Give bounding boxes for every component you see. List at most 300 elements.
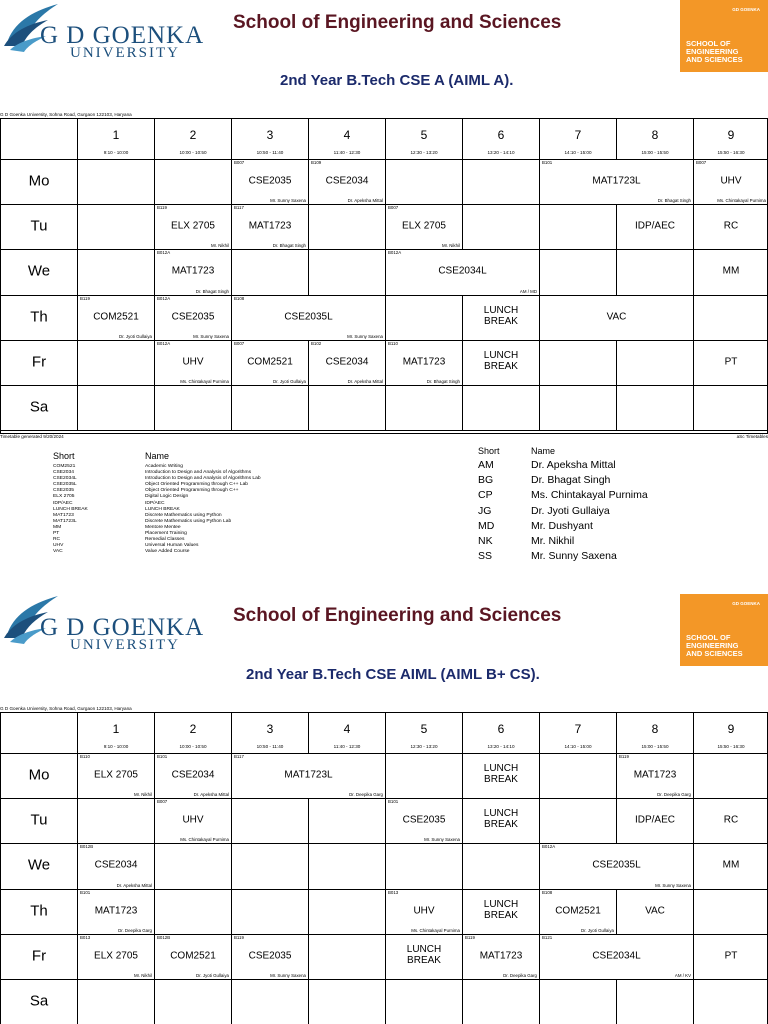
period-header [155,119,232,160]
day-label-cell [1,799,78,844]
teacher-name: Ms. Chintakayal Purnima [180,378,229,384]
room-number: B109 [311,160,322,165]
empty-slot [232,799,309,844]
legend-name: Mentore Mentee [145,524,181,530]
period-number: 8 [651,128,659,142]
period-time: 13:20 - 14:10 [487,150,515,155]
teacher-name: Mr. Sunny Saxena [270,972,306,978]
subject-code: COM2521 [555,905,601,917]
teacher-name: Ms. Chintakayal Purnima [717,198,766,204]
timetable-grid [0,118,768,434]
teacher-name: AM / KV [674,972,691,978]
class-slot [386,250,540,295]
subject-code: CSE2034 [94,860,138,872]
period-header [694,119,768,160]
room-number: B119 [234,934,244,940]
period-number: 6 [497,128,505,142]
period-time: 15:50 - 16:30 [717,150,745,155]
class-slot [463,799,540,844]
legend-short: CSE2035 [53,488,74,494]
day-label-cell [1,296,78,341]
period-number: 2 [189,722,197,736]
legend-name: Introduction to Design and Analysis of Algorithms [145,470,252,476]
class-slot [232,341,309,386]
class-slot [540,844,694,889]
period-time: 11:40 - 12:30 [333,150,361,155]
teacher-name: Dr. Bhagat Singh [195,288,229,294]
subject-code: CSE2034 [325,175,369,187]
empty-slot [694,386,768,431]
legend-name: Digital Logic Design [145,494,189,500]
class-slot [540,160,694,205]
period-number: 9 [727,128,735,142]
room-number: B007 [234,340,245,346]
legend-name: IDP/AEC [145,500,165,506]
legend-short: UHV [53,543,64,549]
subject-code: CSE2035 [248,950,292,962]
subject-code: CSE2034L [592,950,641,962]
period-header [540,713,617,754]
empty-slot [540,980,617,1024]
class-slot [617,890,694,935]
empty-slot [617,250,694,295]
teacher-short: MD [478,519,495,532]
legend-short: CSE2035L [53,482,77,488]
period-number: 1 [112,722,120,736]
teacher-name: Mr. Nikhil [531,534,575,547]
subject-code: ELX 2705 [171,220,215,232]
period-header [540,119,617,160]
period-time: 14:10 - 15:00 [564,744,592,749]
legend-name: Academic Writing [145,464,183,469]
legend-short: PT [53,531,60,537]
day-label: Th [30,308,48,326]
subject-code: LUNCH BREAK [483,763,519,786]
period-header [232,713,309,754]
legend-name: Introduction to Design and Analysis of Algorithms Lab [145,476,261,482]
room-number: B012A [157,250,171,256]
room-number: B007 [157,799,168,805]
empty-slot [78,160,155,205]
legend-short: VAC [53,549,63,555]
subject-code: IDP/AEC [634,814,675,826]
empty-slot [155,844,232,889]
period-number: 3 [266,128,274,142]
room-number: B101 [388,799,399,805]
empty-slot [309,980,386,1024]
legend-name-header: Name [145,451,170,461]
university-address: G D Goenka University, Sohna Road, Gurgaon 122103, Haryana [0,112,132,117]
empty-slot [155,980,232,1024]
period-time: 12:30 - 13:20 [410,744,438,749]
period-time: 10:50 - 11:40 [256,744,284,749]
teacher-row [478,473,758,488]
class-slot [694,341,768,386]
empty-slot [309,250,386,295]
class-slot [694,160,768,205]
period-time: 10:00 - 10:50 [179,744,207,749]
period-time: 9:10 - 10:00 [103,744,129,749]
period-header [155,713,232,754]
logo-university: UNIVERSITY [70,45,180,61]
teacher-name: Mr. Nikhil [210,243,229,249]
legend-short: MAT1723L [53,518,77,524]
period-number: 4 [343,722,351,736]
room-number: B108 [234,295,245,301]
teacher-rows [478,458,758,564]
day-label: Mo [28,172,50,190]
legend-short: MAT1723 [53,512,74,518]
class-slot [617,799,694,844]
subject-code: MAT1723 [171,266,215,278]
class-slot [155,296,232,341]
empty-slot [617,386,694,431]
room-number: B013 [388,889,399,895]
class-slot [617,754,694,799]
subject-code: MAT1723L [592,175,641,187]
teacher-row [478,504,758,519]
empty-slot [78,980,155,1024]
school-badge [680,0,768,72]
teacher-name: Mr. Dushyant [531,519,593,532]
day-label: Fr [31,353,47,371]
teacher-name: Dr. Bhagat Singh [272,243,306,249]
teacher-name: Mr. Sunny Saxena [347,333,383,339]
legend-name: Discrete Mathematics using Python [145,512,222,518]
teacher-name: Mr. Sunny Saxena [270,198,306,204]
subject-code: ELX 2705 [94,950,138,962]
room-number: B121 [542,934,553,940]
teacher-row [478,534,758,549]
legend-short: CSE2034L [53,476,77,482]
university-logo [0,592,205,658]
room-number: B013 [80,934,91,940]
empty-slot [463,980,540,1024]
empty-slot [386,296,463,341]
class-slot [232,296,386,341]
school-badge [680,594,768,666]
subject-code: CSE2035 [248,175,292,187]
class-slot [617,205,694,250]
empty-slot [232,250,309,295]
badge-line: ENGINEERING [686,641,739,650]
period-time: 10:00 - 10:50 [179,150,207,155]
period-time: 12:30 - 13:20 [410,150,438,155]
teacher-name: Mr. Nikhil [133,792,152,798]
room-number: B007 [388,205,399,211]
teacher-name: Ms. Chintakayal Purnima [531,489,648,502]
empty-slot [694,890,768,935]
class-title: 2nd Year B.Tech CSE A (AIML A). [280,72,514,89]
period-header [309,119,386,160]
class-slot [78,296,155,341]
subject-code: COM2521 [247,356,293,368]
day-label-cell [1,341,78,386]
empty-slot [386,754,463,799]
class-slot [232,754,386,799]
class-slot [232,935,309,980]
teacher-row [478,458,758,473]
subject-code: COM2521 [170,950,216,962]
empty-slot [694,296,768,341]
legend-short-header: Short [53,451,75,461]
subject-code: PT [724,356,738,368]
teacher-short: CP [478,489,493,502]
empty-slot [386,160,463,205]
class-slot [540,890,617,935]
subject-code: LUNCH BREAK [483,304,519,327]
subject-code: ELX 2705 [94,769,138,781]
room-number: B012B [80,844,94,850]
teacher-name: Mr. Nikhil [133,972,152,978]
class-slot [386,205,463,250]
legend-short: IDP/AEC [53,500,73,506]
teacher-name: Mr. Nikhil [441,243,460,249]
class-slot [78,844,155,889]
day-label: Tu [30,811,48,829]
teacher-short-header: Short [478,446,500,456]
empty-slot [694,754,768,799]
class-slot [309,160,386,205]
period-header [232,119,309,160]
day-label-cell [1,935,78,980]
period-number: 7 [574,722,582,736]
day-label: Th [30,902,48,920]
period-number: 5 [420,722,428,736]
day-label-cell [1,160,78,205]
legend-rows [53,464,353,555]
subject-code: LUNCH BREAK [406,944,442,967]
room-number: B012A [542,844,556,850]
timetable-generated: Timetable generated 9/20/2024 [0,434,64,439]
period-number: 1 [112,128,120,142]
empty-slot [155,160,232,205]
subject-code: LUNCH BREAK [483,808,519,831]
empty-slot [309,844,386,889]
legend-short: LUNCH BREAK [53,506,88,512]
empty-slot [232,386,309,431]
day-label-cell [1,250,78,295]
empty-slot [309,935,386,980]
empty-slot [78,799,155,844]
badge-line: SCHOOL OF [686,39,731,48]
class-title: 2nd Year B.Tech CSE AIML (AIML B+ CS). [246,666,540,683]
empty-slot [309,205,386,250]
legend-short: CSE2034 [53,470,74,476]
empty-slot [309,890,386,935]
day-label-cell [1,386,78,431]
class-slot [155,754,232,799]
period-header [694,713,768,754]
room-number: B012A [157,295,171,301]
room-number: B110 [80,754,90,759]
day-label: Mo [28,766,50,784]
teacher-name: Dr. Bhagat Singh [657,198,691,204]
room-number: B119 [619,754,629,759]
period-header [78,713,155,754]
teacher-name: AM / MD [519,288,537,294]
subjects-legend [53,451,353,581]
teacher-name: Dr. Jyoti Gullaiya [581,927,614,933]
subject-code: MM [722,860,740,872]
badge-mini-logo: GD GOENKA [732,7,760,12]
teacher-row [478,519,758,534]
teacher-name: Dr. Bhagat Singh [426,378,460,384]
class-slot [694,935,768,980]
empty-slot [78,386,155,431]
room-number: B117 [234,754,244,759]
subject-code: VAC [645,905,665,917]
legend-name: Value Added Course [145,549,190,555]
period-header [386,119,463,160]
period-number: 2 [189,128,197,142]
subject-code: MAT1723 [633,769,677,781]
period-header [386,713,463,754]
timetable-grid [0,712,768,1024]
teacher-short: BG [478,474,494,487]
empty-slot [617,341,694,386]
teacher-short: SS [478,550,493,563]
legend-name: Discrete Mathematics using Python Lab [145,518,232,524]
class-slot [386,341,463,386]
university-address: G D Goenka University, Sohna Road, Gurgaon 122103, Haryana [0,706,132,711]
teacher-name: Mr. Sunny Saxena [531,550,617,563]
period-header [617,119,694,160]
period-header [309,713,386,754]
subject-code: LUNCH BREAK [483,898,519,921]
legend-short: COM2521 [53,464,76,469]
empty-slot [463,386,540,431]
teacher-short: JG [478,504,492,517]
logo-university: UNIVERSITY [70,637,180,653]
empty-slot [540,341,617,386]
badge-mini-logo: GD GOENKA [732,601,760,606]
room-number: B119 [80,295,90,301]
room-number: B119 [465,934,475,940]
empty-slot [694,980,768,1024]
teacher-name: Dr. Apeksha Mittal [116,882,152,888]
period-header [463,119,540,160]
teacher-name: Dr. Deepika Garg [118,927,152,933]
subject-code: CSE2035L [284,311,333,323]
class-slot [463,935,540,980]
badge-line: ENGINEERING [686,47,739,56]
class-slot [78,935,155,980]
legend-short: MM [53,524,62,530]
subject-code: UHV [720,175,742,187]
class-slot [78,890,155,935]
empty-slot [386,980,463,1024]
teacher-name: Mr. Sunny Saxena [193,333,229,339]
empty-slot [232,844,309,889]
subject-code: CSE2035 [402,814,446,826]
period-number: 4 [343,128,351,142]
subject-code: MM [722,266,740,278]
subject-code: CSE2035 [171,311,215,323]
period-header [463,713,540,754]
room-number: B007 [234,160,245,165]
subject-code: ELX 2705 [402,220,446,232]
empty-slot [540,799,617,844]
class-slot [232,160,309,205]
teacher-name: Dr. Bhagat Singh [531,474,611,487]
teacher-name: Ms. Chintakayal Purnima [180,837,229,843]
subject-code: CSE2034 [325,356,369,368]
class-slot [540,935,694,980]
teachers-legend [478,446,758,571]
teacher-name: Dr. Jyoti Gullaiya [531,504,610,517]
teacher-name: Dr. Apeksha Mittal [531,459,616,471]
legend-name: Placement Training [145,531,187,537]
period-number: 3 [266,722,274,736]
room-number: B012A [388,250,402,256]
period-header [78,119,155,160]
badge-line: AND SCIENCES [686,649,743,658]
empty-slot [309,799,386,844]
legend-row [53,549,353,555]
empty-slot [463,205,540,250]
teacher-name: Dr. Deepika Garg [503,972,537,978]
logo-name: G D GOENKA [40,22,205,49]
room-number: B007 [696,160,707,165]
room-number: B117 [234,205,244,211]
teacher-name: Dr. Deepika Garg [657,792,691,798]
subject-code: UHV [182,814,204,826]
teacher-short: AM [478,459,494,471]
subject-code: CSE2035L [592,860,641,872]
teacher-name: Dr. Apeksha Mittal [193,792,229,798]
legend-name: Universal Human Values [145,543,199,549]
day-label-cell [1,890,78,935]
room-number: B110 [388,340,398,346]
subject-code: COM2521 [93,311,139,323]
class-slot [463,754,540,799]
class-slot [386,799,463,844]
empty-slot [386,844,463,889]
period-time: 15:00 - 15:50 [641,744,669,749]
subject-code: RC [723,814,739,826]
school-title: School of Engineering and Sciences [233,605,562,626]
teacher-row [478,549,758,564]
timetable-brand: aSc Timetables [736,434,768,439]
period-time: 15:00 - 15:50 [641,150,669,155]
teacher-short: NK [478,534,493,547]
subject-code: MAT1723 [94,905,138,917]
empty-slot [155,890,232,935]
day-label: We [27,857,51,875]
period-number: 8 [651,722,659,736]
day-label-cell [1,205,78,250]
legend-name: Object Oriented Programming through C++ [145,488,239,494]
class-slot [155,205,232,250]
subject-code: MAT1723 [479,950,523,962]
teacher-name: Dr. Deepika Garg [349,792,383,798]
teacher-name-header: Name [531,446,556,456]
subject-code: UHV [182,356,204,368]
university-logo [0,0,205,66]
empty-slot [617,980,694,1024]
subject-code: MAT1723 [248,220,292,232]
class-slot [540,296,694,341]
teacher-name: Mr. Sunny Saxena [424,837,460,843]
teacher-name: Mr. Sunny Saxena [655,882,691,888]
empty-slot [232,980,309,1024]
subject-code: VAC [606,311,627,323]
period-time: 13:20 - 14:10 [487,744,515,749]
empty-slot [386,386,463,431]
empty-slot [540,754,617,799]
legend-name: Object Oriented Programming through C++ Lab [145,482,249,488]
